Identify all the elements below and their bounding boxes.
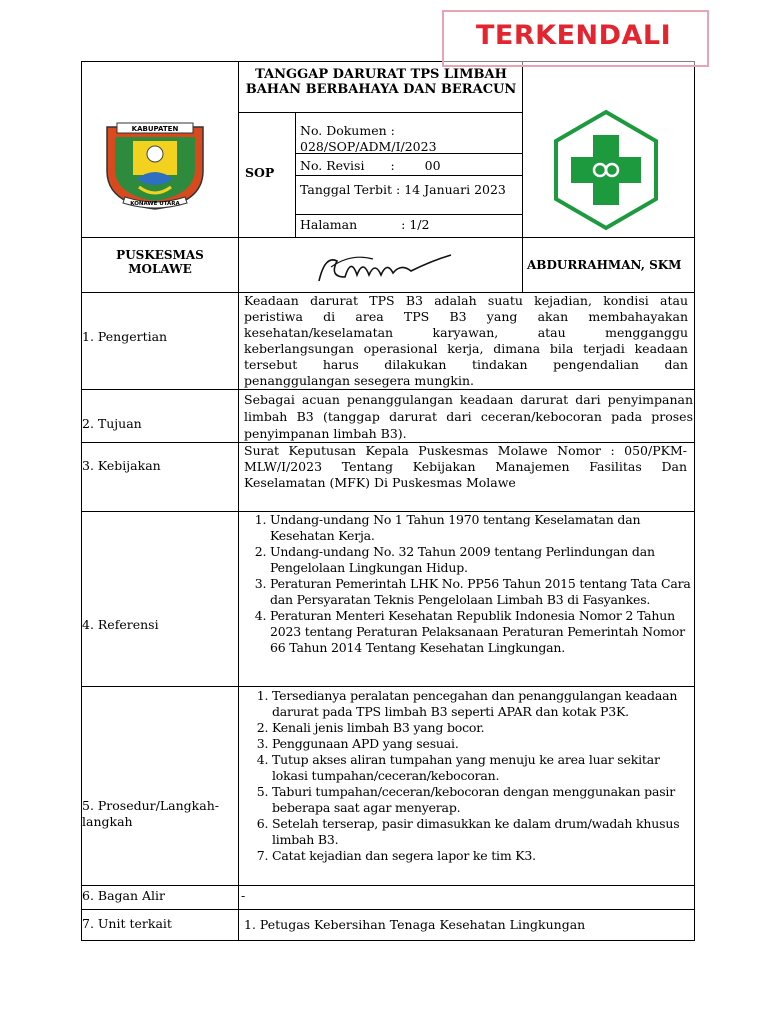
list-item: 1. Tersedianya peralatan pencegahan dan penanggulangan keadaan darurat pada TPS limbah B3 seperti APAR dan kotak P3K. [272,688,692,720]
label-tujuan: 2. Tujuan [82,416,142,431]
label-bagan-alir: 6. Bagan Alir [82,888,166,903]
puskesmas-name: PUSKESMAS MOLAWE [116,248,204,276]
kebijakan-text: Surat Keputusan Kepala Puskesmas Molawe Nomor : 050/PKM-MLW/I/2023 Tentang Kebijakan Manajemen Fasilitas Dan Keselamatan (MFK) Di Puskesmas Molawe [244,443,687,490]
no-dokumen-label: No. Dokumen [300,123,387,138]
referensi-list [244,512,692,656]
list-item: 5. Taburi tumpahan/ceceran/kebocoran dengan menggunakan pasir beberapa saat agar menyerap. [272,784,692,816]
pengertian-text: Keadaan darurat TPS B3 adalah suatu kejadian, kondisi atau peristiwa di area TPS B3 yang akan membahayakan kesehatan/keselamatan karyawan, atau mengganggu keberlangsungan operasional kerja, dimana bila terjadi keadaan tersebut harus dilakukan tindakan pengendalian dan penanggulangan sesegera mungkin. [244,293,688,388]
no-revisi-label: No. Revisi [300,158,365,173]
label-pengertian: 1. Pengertian [82,329,168,344]
stamp-text: TERKENDALI [476,20,672,51]
logo-top-text: KABUPATEN [131,125,179,133]
tanggal-terbit-field: Tanggal Terbit : 14 Januari 2023 [300,182,506,197]
puskesmas-logo [551,109,661,231]
unit-terkait-value: 1. Petugas Kebersihan Tenaga Kesehatan Lingkungan [244,917,586,932]
list-item: 4. Tutup akses aliran tumpahan yang menuju ke area luar sekitar lokasi tumpahan/ceceran/kebocoran. [272,752,692,784]
label-kebijakan: 3. Kebijakan [82,458,161,473]
list-item: 7. Catat kejadian dan segera lapor ke tim K3. [272,848,692,864]
list-item: 4. Peraturan Menteri Kesehatan Republik Indonesia Nomor 2 Tahun 2023 tentang Peraturan Pelaksanaan Peraturan Pemerintah Nomor 66 Tahun 2014 Tentang Kesehatan Lingkungan. [270,608,692,656]
label-prosedur: 5. Prosedur/Langkah-langkah [82,798,219,829]
list-item: 3. Peraturan Pemerintah LHK No. PP56 Tahun 2015 tentang Tata Cara dan Persyaratan Teknis Pengelolaan Limbah B3 di Fasyankes. [270,576,692,608]
tujuan-text: Sebagai acuan penanggulangan keadaan darurat dari penyimpanan limbah B3 (tanggap darurat dari ceceran/kebocoran pada proses penyimpanan limbah B3). [244,392,693,441]
no-revisi-value: 00 [424,158,441,173]
document-title: TANGGAP DARURAT TPS LIMBAH BAHAN BERBAHAYA DAN BERACUN [245,67,517,97]
no-revisi-field: No. Revisi : 00 [300,158,441,173]
signer-name: ABDURRAHMAN, SKM [527,258,682,272]
no-dokumen-field: No. Dokumen : 028/SOP/ADM/I/2023 [300,123,437,154]
list-item: 6. Setelah terserap, pasir dimasukkan ke dalam drum/wadah khusus limbah B3. [272,816,692,848]
tanggal-terbit-label: Tanggal Terbit [300,182,393,197]
tanggal-terbit-value: 14 Januari 2023 [404,182,506,197]
list-item: 1. Undang-undang No 1 Tahun 1970 tentang Keselamatan dan Kesehatan Kerja. [270,512,692,544]
kabupaten-logo [103,121,207,211]
bagan-alir-value: - [241,888,246,903]
halaman-field: Halaman : 1/2 [300,217,430,232]
list-item: 3. Penggunaan APD yang sesuai. [272,736,692,752]
halaman-value: 1/2 [409,217,430,232]
prosedur-list [244,688,692,864]
sop-label: SOP [245,165,275,180]
sop-document [81,61,695,941]
terkendali-stamp [442,10,709,67]
label-unit-terkait: 7. Unit terkait [82,916,172,931]
no-dokumen-value: 028/SOP/ADM/I/2023 [300,139,437,154]
list-item: 2. Undang-undang No. 32 Tahun 2009 tentang Perlindungan dan Pengelolaan Lingkungan Hidup. [270,544,692,576]
signature [311,247,461,287]
halaman-label: Halaman [300,217,358,232]
label-referensi: 4. Referensi [82,617,159,632]
logo-bottom-text: KONAWE UTARA [130,201,180,207]
list-item: 2. Kenali jenis limbah B3 yang bocor. [272,720,692,736]
